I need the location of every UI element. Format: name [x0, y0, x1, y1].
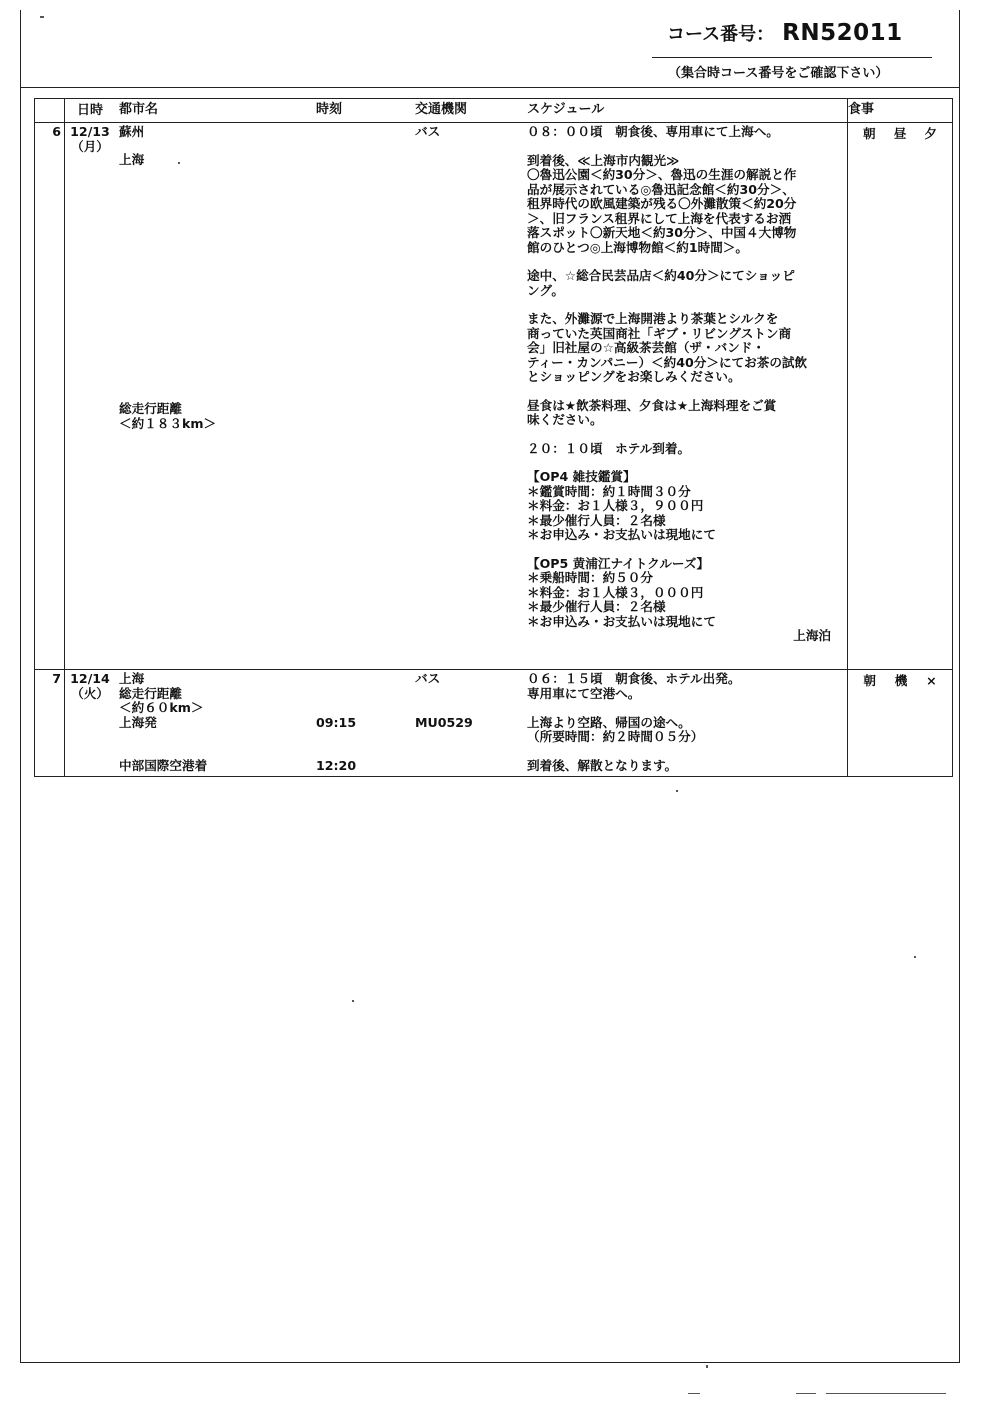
schedule-line: 租界時代の欧風建築が残る〇外灘散策＜約20分: [527, 196, 797, 211]
transport-cell: バス: [413, 123, 525, 670]
schedule-line: 会」旧社屋の☆高級茶芸館（ザ・バンド・: [527, 340, 765, 355]
col-meals-header: 食事: [848, 99, 953, 123]
schedule-paragraph-meals: [527, 399, 847, 428]
course-note: （集合時コース番号をご確認下さい）: [668, 66, 889, 81]
schedule-line: （所要時間：約２時間０５分）: [527, 729, 704, 744]
schedule-line: 昼食は★飲茶料理、夕食は★上海料理をご賞: [527, 397, 777, 413]
option-line: ＊お申込み・お支払いは現地にて: [527, 613, 716, 629]
option-op5: [527, 557, 847, 630]
city-name: 上海: [119, 671, 145, 686]
arrival-city: 中部国際空港着: [119, 758, 208, 773]
meal-dinner: 夕: [924, 126, 937, 141]
day-number: 6: [35, 123, 65, 670]
option-title: 【OP4 雑技鑑賞】: [527, 469, 636, 484]
scan-speck: [676, 790, 678, 792]
flight-number: MU0529: [415, 714, 473, 730]
city-cell: [115, 670, 314, 777]
schedule-paragraph-teahouse: [527, 312, 847, 385]
meal-lunch: 機: [894, 673, 908, 688]
distance-label: 総走行距離: [119, 685, 182, 701]
day-number: 7: [35, 670, 65, 777]
itinerary-table: [34, 98, 953, 777]
footer-rule: [796, 1393, 816, 1394]
scan-speck: [914, 956, 916, 958]
day-date: 12/13: [70, 124, 110, 139]
option-line: ＊料金：お１人様３，９００円: [527, 498, 704, 513]
course-underline: [652, 57, 932, 58]
schedule-paragraph-departure: [527, 672, 847, 701]
option-line: ＊お申込み・お支払いは現地にて: [527, 527, 716, 542]
option-line: ＊料金：お１人様３，０００円: [527, 584, 704, 600]
city-name: 上海: [119, 151, 145, 167]
schedule-text: ０８：００頃 朝食後、専用車にて上海へ。: [527, 124, 779, 139]
schedule-line: ング。: [527, 282, 565, 298]
schedule-line: 専用車にて空港へ。: [527, 685, 641, 701]
schedule-line: また、外灘源で上海開港より茶葉とシルクを: [527, 311, 779, 326]
transport-mode: バス: [415, 671, 441, 686]
city-name: 蘇州: [119, 124, 145, 139]
time-cell: [314, 123, 413, 670]
option-line: ＊鑑賞時間：約１時間３０分: [527, 483, 691, 499]
col-time-header: 時刻: [314, 99, 413, 123]
schedule-line: 上海より空路、帰国の途へ。: [527, 714, 691, 730]
schedule-line: ０６：１５頃 朝食後、ホテル出発。: [527, 671, 741, 686]
schedule-line: 途中、☆総合民芸品店＜約40分＞にてショッピ: [527, 268, 795, 283]
overnight-stay: 上海泊: [793, 628, 831, 643]
col-date-header: 日時: [65, 99, 116, 123]
option-line: ＊最少催行人員：２名様: [527, 512, 666, 528]
schedule-line: 〇魯迅公園＜約30分＞、魯迅の生涯の解説と作: [527, 167, 797, 182]
distance-label: 総走行距離: [119, 401, 182, 416]
schedule-text: 到着後、解散となります。: [527, 758, 678, 773]
day-date: 12/14: [70, 671, 110, 686]
scan-speck: [352, 1000, 354, 1002]
course-number: RN52011: [782, 20, 903, 46]
option-line: ＊最少催行人員：２名様: [527, 599, 666, 614]
col-city-header: 都市名: [115, 99, 314, 123]
option-line: ＊乗船時間：約５０分: [527, 570, 653, 585]
schedule-paragraph-shopping: [527, 269, 847, 298]
transport-cell: [413, 670, 525, 777]
table-row-day-6: [35, 123, 953, 670]
schedule-line: 落スポット〇新天地＜約30分＞、中国４大博物: [527, 225, 797, 240]
schedule-line: とショッピングをお楽しみください。: [527, 369, 741, 384]
departure-city: 上海発: [119, 714, 157, 730]
distance-value: ＜約１８３km＞: [119, 415, 217, 431]
schedule-line: ＞、旧フランス租界にして上海を代表するお洒: [527, 210, 792, 226]
day-date-cell: [65, 670, 116, 777]
schedule-paragraph-flight: [527, 716, 847, 745]
meal-breakfast: 朝: [863, 673, 876, 688]
schedule-line: 味ください。: [527, 412, 603, 427]
footer-rule: [688, 1393, 700, 1394]
table-header-row: [35, 99, 953, 123]
table-row-day-7: [35, 670, 953, 777]
schedule-line: 品が展示されている◎魯迅記念館＜約30分＞、: [527, 181, 795, 197]
schedule-line: 到着後、≪上海市内観光≫: [527, 152, 680, 168]
col-transport-header: 交通機関: [413, 99, 525, 123]
meals-cell: [848, 670, 953, 777]
col-no-header: [35, 99, 65, 123]
meal-dinner: ×: [926, 673, 937, 688]
schedule-cell: [525, 670, 848, 777]
day-weekday: （火）: [71, 685, 109, 701]
schedule-text: ２０：１０頃 ホテル到着。: [527, 440, 691, 456]
footer-rule: [826, 1393, 946, 1394]
arrival-time: 12:20: [316, 758, 357, 773]
course-label: コース番号：: [667, 24, 775, 45]
day-date-cell: [65, 123, 116, 670]
option-title: 【OP5 黄浦江ナイトクルーズ】: [527, 555, 710, 571]
meal-lunch: 昼: [893, 126, 907, 141]
col-schedule-header: スケジュール: [525, 99, 848, 123]
schedule-cell: [525, 123, 848, 670]
scan-speck: [40, 16, 44, 18]
meal-breakfast: 朝: [863, 126, 876, 141]
meals-cell: [848, 123, 953, 670]
schedule-line: 館のひとつ◎上海博物館＜約1時間＞。: [527, 239, 748, 255]
course-number-block: [667, 20, 903, 46]
distance-value: ＜約６０km＞: [119, 700, 204, 715]
scan-speck: [706, 1365, 708, 1368]
schedule-line: ティー・カンパニー）＜約40分＞にてお茶の試飲: [527, 354, 808, 370]
departure-time: 09:15: [316, 714, 357, 730]
time-cell: [314, 670, 413, 777]
day-weekday: （月）: [71, 138, 109, 154]
schedule-paragraph-sightseeing: [527, 154, 847, 256]
option-op4: [527, 470, 847, 543]
city-cell: [115, 123, 314, 670]
schedule-line: 商っていた英国商社「ギブ・リビングストン商: [527, 325, 792, 341]
header-rule: [20, 87, 960, 88]
scan-speck: [178, 162, 180, 164]
